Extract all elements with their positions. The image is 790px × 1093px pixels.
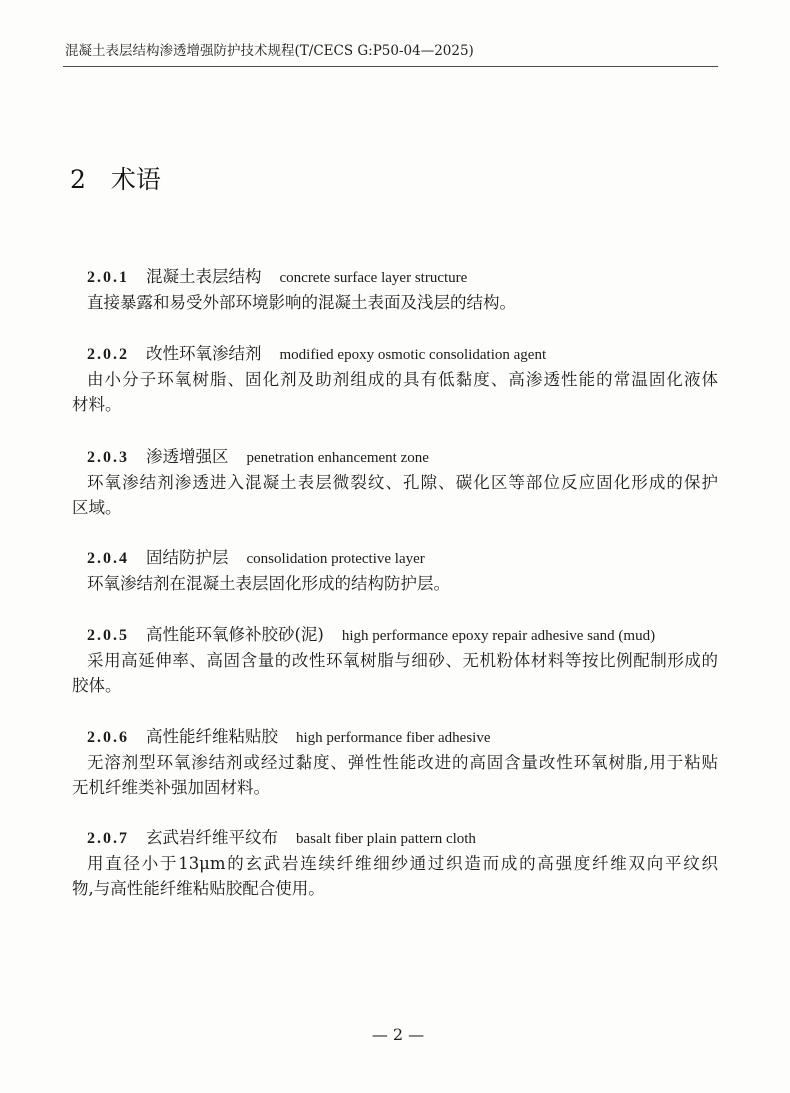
term-chinese: 玄武岩纤维平纹布 <box>146 828 278 847</box>
term-chinese: 高性能纤维粘贴胶 <box>146 727 278 746</box>
term-chinese: 改性环氧渗结剂 <box>146 344 262 363</box>
term-definition-line: 环氧渗结剂渗透进入混凝土表层微裂纹、孔隙、碳化区等部位反应固化形成的保护 <box>87 472 718 492</box>
term-entry <box>72 622 718 699</box>
term-definition-line: 采用高延伸率、高固含量的改性环氧树脂与细砂、无机粉体材料等按比例配制形成的 <box>87 650 718 670</box>
term-definition-line: 用直径小于13μm的玄武岩连续纤维细纱通过织造而成的高强度纤维双向平纹织 <box>87 853 718 873</box>
term-definition-line: 无溶剂型环氧渗结剂或经过黏度、弹性性能改进的高固含量改性环氧树脂,用于粘贴 <box>87 752 718 772</box>
term-entry <box>72 545 718 596</box>
running-header: 混凝土表层结构渗透增强防护技术规程(T/CECS G:P50-04—2025) <box>65 43 474 59</box>
term-entry <box>72 825 718 902</box>
term-english: high performance fiber adhesive <box>296 730 491 746</box>
page-number: — 2 — <box>371 1025 425 1044</box>
chapter-number: 2 <box>70 165 86 194</box>
term-english: high performance epoxy repair adhesive sand (mud) <box>341 628 656 644</box>
term-heading <box>72 341 718 367</box>
term-chinese: 固结防护层 <box>146 548 229 567</box>
term-chinese: 高性能环氧修补胶砂(泥) <box>146 625 324 644</box>
term-english: consolidation protective layer <box>246 551 425 567</box>
header-rule <box>63 66 718 67</box>
term-english: modified epoxy osmotic consolidation agent <box>279 347 547 363</box>
term-definition-line: 物,与高性能纤维粘贴胶配合使用。 <box>72 879 325 898</box>
term-number: 2.0.5 <box>87 627 129 644</box>
term-heading <box>72 444 718 470</box>
term-entry <box>72 724 718 801</box>
term-number: 2.0.4 <box>87 550 129 567</box>
term-number: 2.0.6 <box>87 729 129 746</box>
chapter-title: 术语 <box>110 165 161 194</box>
term-definition-line: 直接暴露和易受外部环境影响的混凝土表面及浅层的结构。 <box>87 292 516 312</box>
term-english: concrete surface layer structure <box>279 270 468 286</box>
term-entry <box>72 444 718 521</box>
term-definition-line: 无机纤维类补强加固材料。 <box>72 778 270 797</box>
term-chinese: 混凝土表层结构 <box>146 267 262 286</box>
chapter-heading <box>70 163 161 197</box>
term-english: penetration enhancement zone <box>246 450 429 466</box>
term-definition-line: 胶体。 <box>72 676 122 695</box>
term-definition-line: 由小分子环氧树脂、固化剂及助剂组成的具有低黏度、高渗透性能的常温固化液体 <box>87 369 718 389</box>
term-entry <box>72 264 718 315</box>
term-number: 2.0.7 <box>87 830 129 847</box>
term-heading <box>72 622 718 648</box>
term-definition-line: 环氧渗结剂在混凝土表层固化形成的结构防护层。 <box>87 573 450 593</box>
term-english: basalt fiber plain pattern cloth <box>296 831 476 847</box>
term-number: 2.0.2 <box>87 346 129 363</box>
term-heading <box>72 724 718 750</box>
term-heading <box>72 825 718 851</box>
term-chinese: 渗透增强区 <box>146 447 229 466</box>
term-definition-line: 材料。 <box>72 395 122 414</box>
term-heading <box>72 264 718 290</box>
term-number: 2.0.1 <box>87 269 129 286</box>
term-number: 2.0.3 <box>87 449 129 466</box>
term-entry <box>72 341 718 418</box>
term-heading <box>72 545 718 571</box>
term-definition-line: 区域。 <box>72 498 122 517</box>
